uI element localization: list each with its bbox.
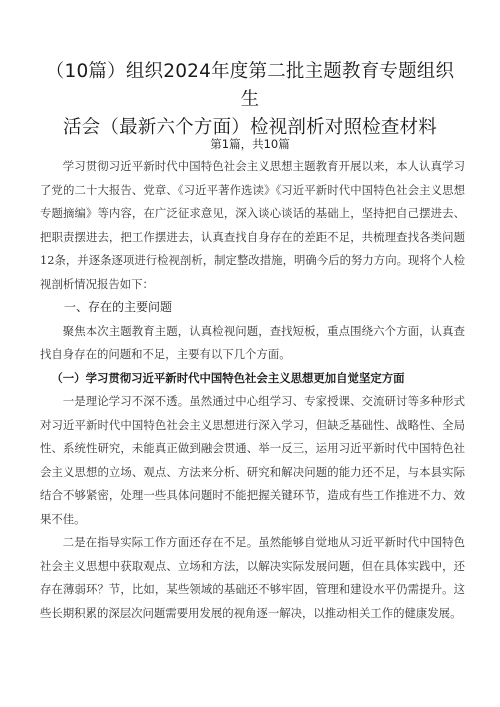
intro-paragraph: 学习贯彻习近平新时代中国特色社会主义思想主题教育开展以来，本人认真学习了党的二十大报告、党章、《习近平著作选读》《习近平新时代中国特色社会主义思想专题摘编》等内容，在广泛征求意见，深入谈心谈话的基础上，坚持把自己摆进去、把职责摆进去，把工作摆进去，认真查找自身存在的差距不足，共梳理查找各类问题12条，并逐条逐项进行检视剖析，制定整改措施，明确今后的努力方向。现将个人检视剖析情况报告如下： xyxy=(40,159,465,291)
document-body xyxy=(40,155,465,625)
title-line-2: 活会（最新六个方面）检视剖析对照检查材料 xyxy=(62,117,437,138)
document-title xyxy=(40,58,460,142)
point-two-paragraph: 二是在指导实际工作方面还存在不足。虽然能够自觉地从习近平新时代中国特色社会主义思想中获取观点、立场和方法，以解决实际发展问题，但在具体实践中，还存在薄弱环？节，比如，某些领域的基础还不够牢固，管理和建设水平仍需提升。这些长期积累的深层次问题需要用发展的视角逐一解决，以推动相关工作的健康发展。 xyxy=(40,535,465,620)
subsection-heading: （一）学习贯彻习近平新时代中国特色社会主义思想更加自觉坚定方面 xyxy=(51,370,405,385)
title-line-1: （10篇）组织2024年度第二批主题教育专题组织生 xyxy=(45,61,455,110)
page-info: 第1篇，共10篇 xyxy=(210,137,290,151)
point-one-paragraph: 一是理论学习不深不透。虽然通过中心组学习、专家授课、交流研讨等多种形式对习近平新时代中国特色社会主义思想进行深入学习，但缺乏基础性、战略性、全局性、系统性研究，未能真正做到融会贯通、举一反三，运用习近平新时代中国特色社会主义思想的立场、观点、方法来分析、研究和解决问题的能力还不足，与本县实际结合不够紧密，处理一些具体问题时不能把握关键环节，造成有些工作推进不力、效果不佳。 xyxy=(40,394,465,526)
section-heading: 一、存在的主要问题 xyxy=(64,300,173,314)
section-intro-paragraph: 聚焦本次主题教育主题，认真检视问题，查找短板，重点围绕六个方面，认真查找自身存在的问题和不足，主要有以下几个方面。 xyxy=(40,323,465,361)
